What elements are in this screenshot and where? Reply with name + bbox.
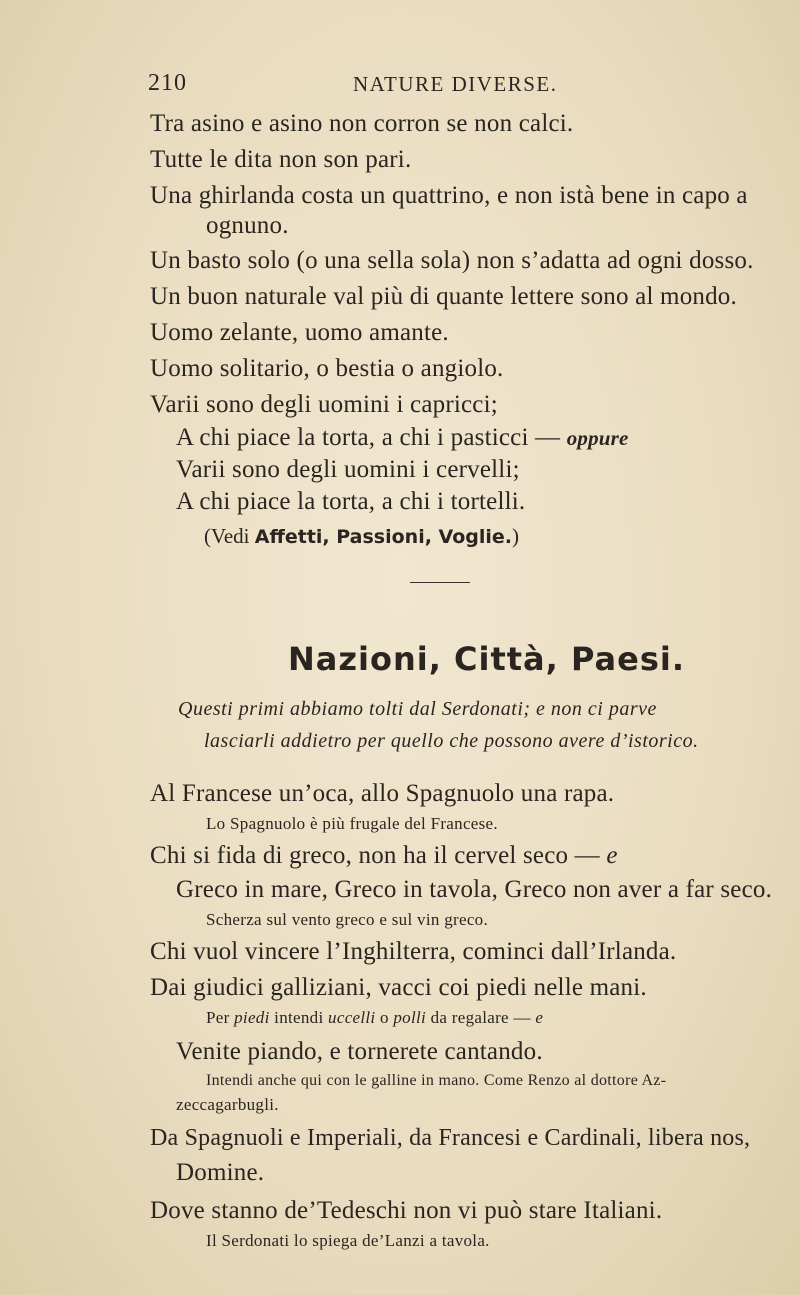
proverb-line-continuation: Domine. xyxy=(176,1159,265,1186)
section-title: Nazioni, Città, Paesi. xyxy=(288,640,685,678)
note-text: o xyxy=(375,1008,394,1027)
proverb-text: Chi si fida di greco, non ha il cervel seco — xyxy=(150,842,600,869)
proverb-line: Un buon naturale val più di quante lettere sono al mondo. xyxy=(150,283,737,310)
proverb-note xyxy=(206,1008,543,1028)
proverb-line: Uomo solitario, o bestia o angiolo. xyxy=(150,355,504,382)
proverb-line: Dove stanno de’Tedeschi non vi può stare Italiani. xyxy=(150,1197,663,1224)
proverb-note: Lo Spagnuolo è più frugale del Francese. xyxy=(206,814,498,833)
proverb-note-continuation: zeccagarbugli. xyxy=(176,1095,279,1114)
proverb-line: A chi piace la torta, a chi i tortelli. xyxy=(176,488,526,515)
note-text: intendi xyxy=(269,1008,329,1027)
see-refs: Affetti, Passioni, Voglie. xyxy=(254,526,512,548)
proverb-note: Intendi anche qui con le galline in mano. Come Renzo al dottore Az- xyxy=(206,1072,667,1089)
proverb-line: Un basto solo (o una sella sola) non s’adatta ad ogni dosso. xyxy=(150,247,754,274)
note-italic: piedi xyxy=(234,1008,270,1027)
see-also-reference xyxy=(204,524,519,549)
section-intro-line: lasciarli addietro per quello che possono avere d’istorico. xyxy=(204,730,699,752)
proverb-line: Venite piando, e tornerete cantando. xyxy=(176,1038,543,1065)
proverb-line: Tutte le dita non son pari. xyxy=(150,146,412,173)
running-head: NATURE DIVERSE. xyxy=(353,72,558,96)
note-text: da regalare — xyxy=(426,1008,531,1027)
proverb-line: Uomo zelante, uomo amante. xyxy=(150,319,449,346)
section-divider xyxy=(410,582,470,583)
oppure-word: oppure xyxy=(566,426,629,450)
proverb-line: Varii sono degli uomini i cervelli; xyxy=(176,456,520,483)
proverb-note: Scherza sul vento greco e sul vin greco. xyxy=(206,910,489,929)
proverb-line xyxy=(176,424,629,452)
conjunction: e xyxy=(606,842,618,869)
proverb-line: Una ghirlanda costa un quattrino, e non istà bene in capo a xyxy=(150,182,748,209)
see-open: (Vedi xyxy=(204,524,255,548)
see-close: ) xyxy=(511,524,519,548)
proverb-line xyxy=(150,842,618,870)
proverb-line: Greco in mare, Greco in tavola, Greco non aver a far seco. xyxy=(176,876,773,903)
page-number: 210 xyxy=(148,70,187,96)
proverb-line: Chi vuol vincere l’Inghilterra, cominci dall’Irlanda. xyxy=(150,938,677,965)
section-intro-line: Questi primi abbiamo tolti dal Serdonati; e non ci parve xyxy=(178,698,657,720)
note-italic: e xyxy=(535,1008,544,1027)
proverb-line: Tra asino e asino non corron se non calci. xyxy=(150,110,574,137)
proverb-line: Varii sono degli uomini i capricci; xyxy=(150,391,498,418)
proverb-text: A chi piace la torta, a chi i pasticci — xyxy=(176,424,561,451)
proverb-line: Al Francese un’oca, allo Spagnuolo una rapa. xyxy=(150,780,615,807)
note-text: Per xyxy=(206,1008,235,1027)
note-italic: uccelli xyxy=(328,1008,376,1027)
proverb-line: Da Spagnuoli e Imperiali, da Francesi e Cardinali, libera nos, xyxy=(150,1125,751,1151)
page-header xyxy=(148,70,558,97)
proverb-line-continuation: ognuno. xyxy=(206,212,289,239)
proverb-line: Dai giudici galliziani, vacci coi piedi nelle mani. xyxy=(150,974,647,1001)
note-italic: polli xyxy=(393,1008,427,1027)
proverb-note: Il Serdonati lo spiega de’Lanzi a tavola. xyxy=(206,1231,490,1250)
